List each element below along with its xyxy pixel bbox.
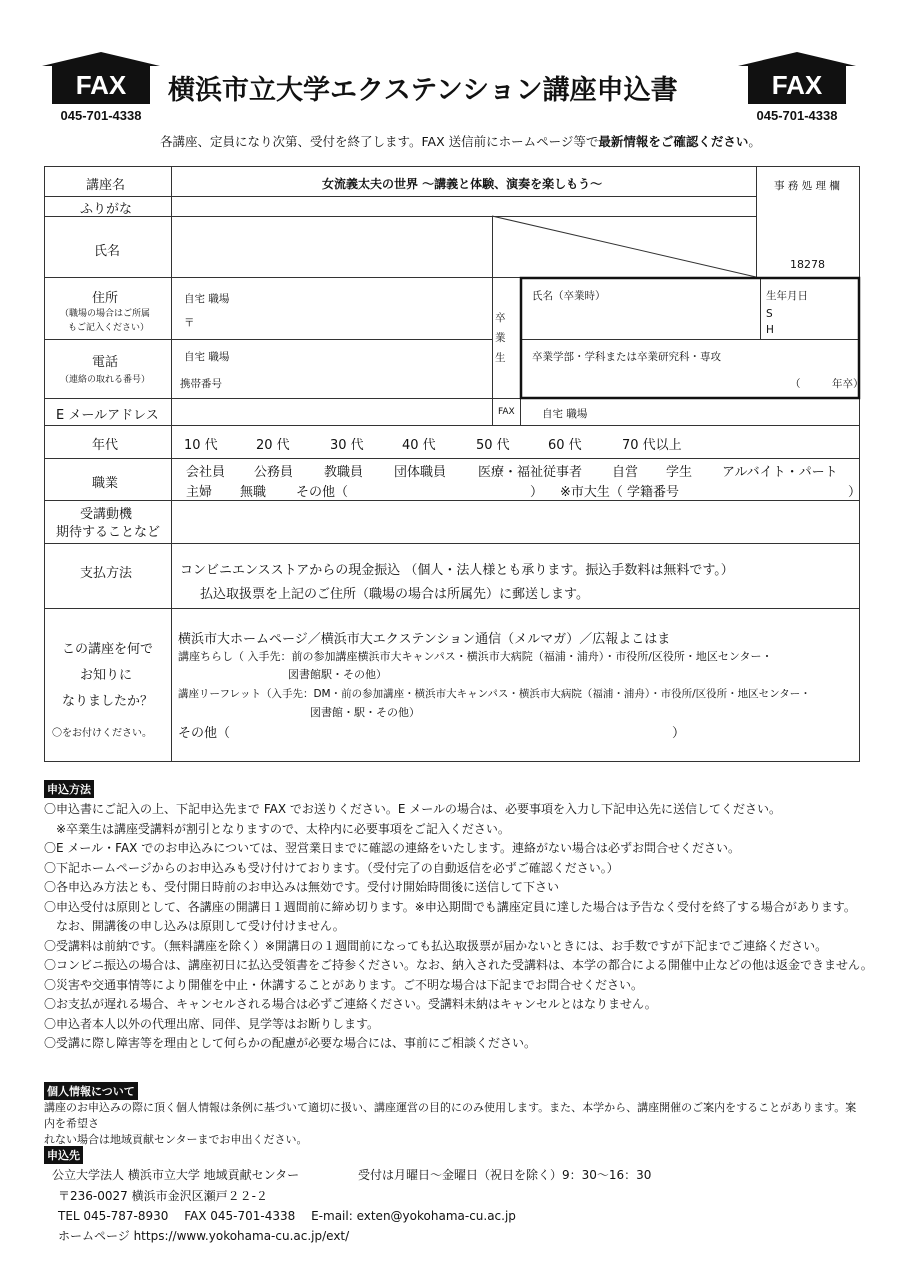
page-title: 横浜市立大学エクステンション講座申込書 [168, 75, 678, 106]
phone-note: （連絡の取れる番号） [60, 375, 151, 385]
furigana-label: ふりがな [80, 202, 133, 217]
application-item: 〇受講に際し障害等を理由として何らかの配慮が必要な場合には、事前にご相談ください。 [44, 1036, 537, 1050]
age-label: 年代 [92, 438, 119, 453]
privacy-text [44, 1100, 864, 1148]
graduation-year: （ 年卒） [790, 378, 864, 390]
privacy-line-2: れない場合は地域貢献センターまでお申出ください。 [44, 1133, 308, 1146]
source-option-2b: 図書館駅・その他） [288, 668, 387, 681]
course-label: 講座名 [86, 178, 126, 193]
application-item: 〇申込受付は原則として、各講座の開講日１週間前に締め切ります。※申込期間でも講座定員に達した場合は予告なく受付を終了する場合があります。 [44, 899, 856, 914]
application-item: なお、開講後の申し込みは原則して受け付けません。 [44, 919, 345, 933]
birth-era-h: H [766, 324, 774, 336]
job-housewife[interactable]: 主婦 [186, 485, 213, 500]
application-item: 〇E メール・FAX でのお申込みについては、翌営業日までに確認の連絡をいたします。連絡がない場合は必ずお問合せください。 [44, 841, 741, 855]
postal-mark: 〒 [184, 317, 195, 329]
office-code: 18278 [790, 258, 825, 271]
application-item: 〇申込者本人以外の代理出席、同伴、見学等はお断りします。 [44, 1016, 380, 1031]
job-option[interactable]: 会社員 [186, 465, 226, 480]
source-option-4[interactable]: その他（ ） [178, 726, 686, 741]
job-option[interactable]: アルバイト・パート [722, 465, 838, 480]
application-heading: 申込方法 [44, 780, 94, 798]
age-option[interactable]: 60 代 [548, 438, 582, 453]
fax-label: FAX [748, 66, 846, 104]
age-option[interactable]: 10 代 [184, 438, 218, 453]
privacy-line-1: 講座のお申込みの際に頂く個人情報は条例に基づいて適切に扱い、講座運営の目的にのみ使用します。また、本学から、講座開催のご案内をすることがあります。案内を希望さ [44, 1101, 857, 1130]
course-value: 女流義太夫の世界 ～講義と体験、演奏を楽しもう～ [322, 177, 603, 191]
age-option[interactable]: 40 代 [402, 438, 436, 453]
alumni-dept-label: 卒業学部・学科または卒業研究科・専攻 [532, 351, 721, 363]
source-option-3b: 図書館・駅・その他） [310, 706, 420, 719]
contact-address: 〒236-0027 横浜市金沢区瀬戸２２-２ [58, 1189, 268, 1203]
contact-homepage[interactable]: ホームページ https://www.yokohama-cu.ac.jp/ext/ [58, 1229, 350, 1243]
source-label-3: なりましたか？ [62, 694, 154, 709]
email-label: E メールアドレス [56, 408, 159, 423]
notice-text: 各講座、定員になり次第、受付を終了します。FAX 送信前にホームページ等で [160, 134, 599, 149]
source-option-3[interactable]: 講座リーフレット（入手先：DM・前の参加講座・横浜市大キャンパス・横浜市大病院（福浦・浦舟）・市役所/区役所・地区センター・ [178, 688, 811, 700]
payment-line-1: コンビニエンスストアからの現金振込 （個人・法人様とも承ります。振込手数料は無料です。） [180, 563, 734, 578]
alumni-char-1: 卒 [495, 312, 506, 324]
source-label-1: この講座を何で [62, 642, 154, 657]
fax-field-label: FAX [498, 407, 515, 417]
job-label: 職業 [92, 476, 119, 491]
age-option[interactable]: 70 代以上 [622, 438, 682, 453]
notice-end: 。 [748, 134, 761, 149]
address-home-work: 自宅 職場 [184, 293, 230, 305]
privacy-heading: 個人情報について [44, 1082, 138, 1100]
age-option[interactable]: 30 代 [330, 438, 364, 453]
fax-number: 045-701-4338 [60, 108, 142, 123]
fax-home-work: 自宅 職場 [542, 408, 588, 420]
address-label: 住所 [92, 291, 119, 306]
birthdate-label: 生年月日 [766, 290, 808, 302]
contact-tel-fax-email[interactable]: TEL 045-787-8930 FAX 045-701-4338 E-mail: exten@yokohama-cu.ac.jp [58, 1209, 516, 1223]
phone-label: 電話 [92, 355, 119, 370]
job-option[interactable]: 団体職員 [394, 465, 447, 480]
name-label: 氏名 [94, 244, 121, 259]
phone-home-work: 自宅 職場 [184, 351, 230, 363]
source-option-1[interactable]: 横浜市大ホームページ／横浜市大エクステンション通信（メルマガ）／広報よこはま [178, 632, 671, 647]
fax-label: FAX [52, 66, 150, 104]
address-note-2: もご記入ください） [68, 323, 150, 333]
age-option[interactable]: 50 代 [476, 438, 510, 453]
motive-label-2: 期待することなど [56, 525, 161, 540]
fax-number: 045-701-4338 [756, 108, 838, 123]
job-other[interactable]: その他（ ） [296, 485, 544, 500]
job-option[interactable]: 教職員 [324, 465, 364, 480]
source-option-2[interactable]: 講座ちらし（ 入手先：前の参加講座横浜市大キャンパス・横浜市大病院（福浦・浦舟）・市役所/区役所・地区センター・ [178, 650, 773, 663]
age-option[interactable]: 20 代 [256, 438, 290, 453]
birth-era-s: S [766, 308, 773, 320]
payment-line-2: 払込取扱票を上記のご住所（職場の場合は所属先）に郵送します。 [200, 587, 589, 602]
source-label-2: お知りに [80, 668, 133, 683]
application-item: 〇各申込み方法とも、受付開日時前のお申込みは無効です。受付け開始時間後に送信して下さい [44, 880, 560, 894]
job-option[interactable]: 医療・福祉従事者 [478, 465, 583, 480]
job-option[interactable]: 公務員 [254, 465, 294, 480]
application-item: ※卒業生は講座受講料が割引となりますので、太枠内に必要事項をご記入ください。 [44, 821, 510, 836]
office-use-label: 事 務 処 理 欄 [774, 180, 840, 192]
address-note-1: （職場の場合はご所属 [60, 309, 151, 319]
motive-label-1: 受講動機 [80, 507, 133, 522]
job-cu-student[interactable]: ※市大生（ 学籍番号 ） [560, 485, 862, 500]
alumni-char-3: 生 [495, 352, 506, 364]
contact-org: 公立大学法人 横浜市立大学 地域貢献センター [52, 1168, 300, 1182]
job-option[interactable]: 自営 [612, 465, 639, 480]
payment-label: 支払方法 [80, 566, 133, 581]
source-note: 〇をお付けください。 [52, 728, 152, 739]
alumni-name-label: 氏名（卒業時） [532, 290, 606, 302]
application-item: 〇申込書にご記入の上、下記申込先まで FAX でお送りください。E メールの場合は、必要事項を入力し下記申込先に送信してください。 [44, 802, 782, 816]
application-item: 〇お支払が遅れる場合、キャンセルされる場合は必ずご連絡ください。受講料未納はキャンセルとはなりません。 [44, 997, 657, 1011]
contact-hours: 受付は月曜日～金曜日（祝日を除く）9：30～16：30 [358, 1168, 652, 1182]
job-option[interactable]: 学生 [666, 465, 693, 480]
notice-emphasis: 最新情報をご確認ください [598, 134, 749, 149]
job-unemployed[interactable]: 無職 [240, 485, 267, 500]
alumni-char-2: 業 [495, 332, 506, 344]
mobile-label: 携帯番号 [180, 378, 222, 390]
contact-heading: 申込先 [44, 1146, 83, 1164]
application-item: 〇受講料は前納です。（無料講座を除く）※開講日の１週間前になっても払込取扱票が届かないときには、お手数ですが下記までご連絡ください。 [44, 938, 828, 953]
application-item: 〇コンビニ振込の場合は、講座初日に払込受領書をご持参ください。なお、納入された受講料は、本学の都合による開催中止などの他は返金できません。 [44, 958, 873, 972]
application-item: 〇災害や交通事情等により開催を中止・休講することがあります。ご不明な場合は下記までお問合せください。 [44, 977, 644, 992]
application-item: 〇下記ホームページからのお申込みも受け付けております。（受付完了の自動返信を必ずご確認ください。） [44, 860, 619, 875]
